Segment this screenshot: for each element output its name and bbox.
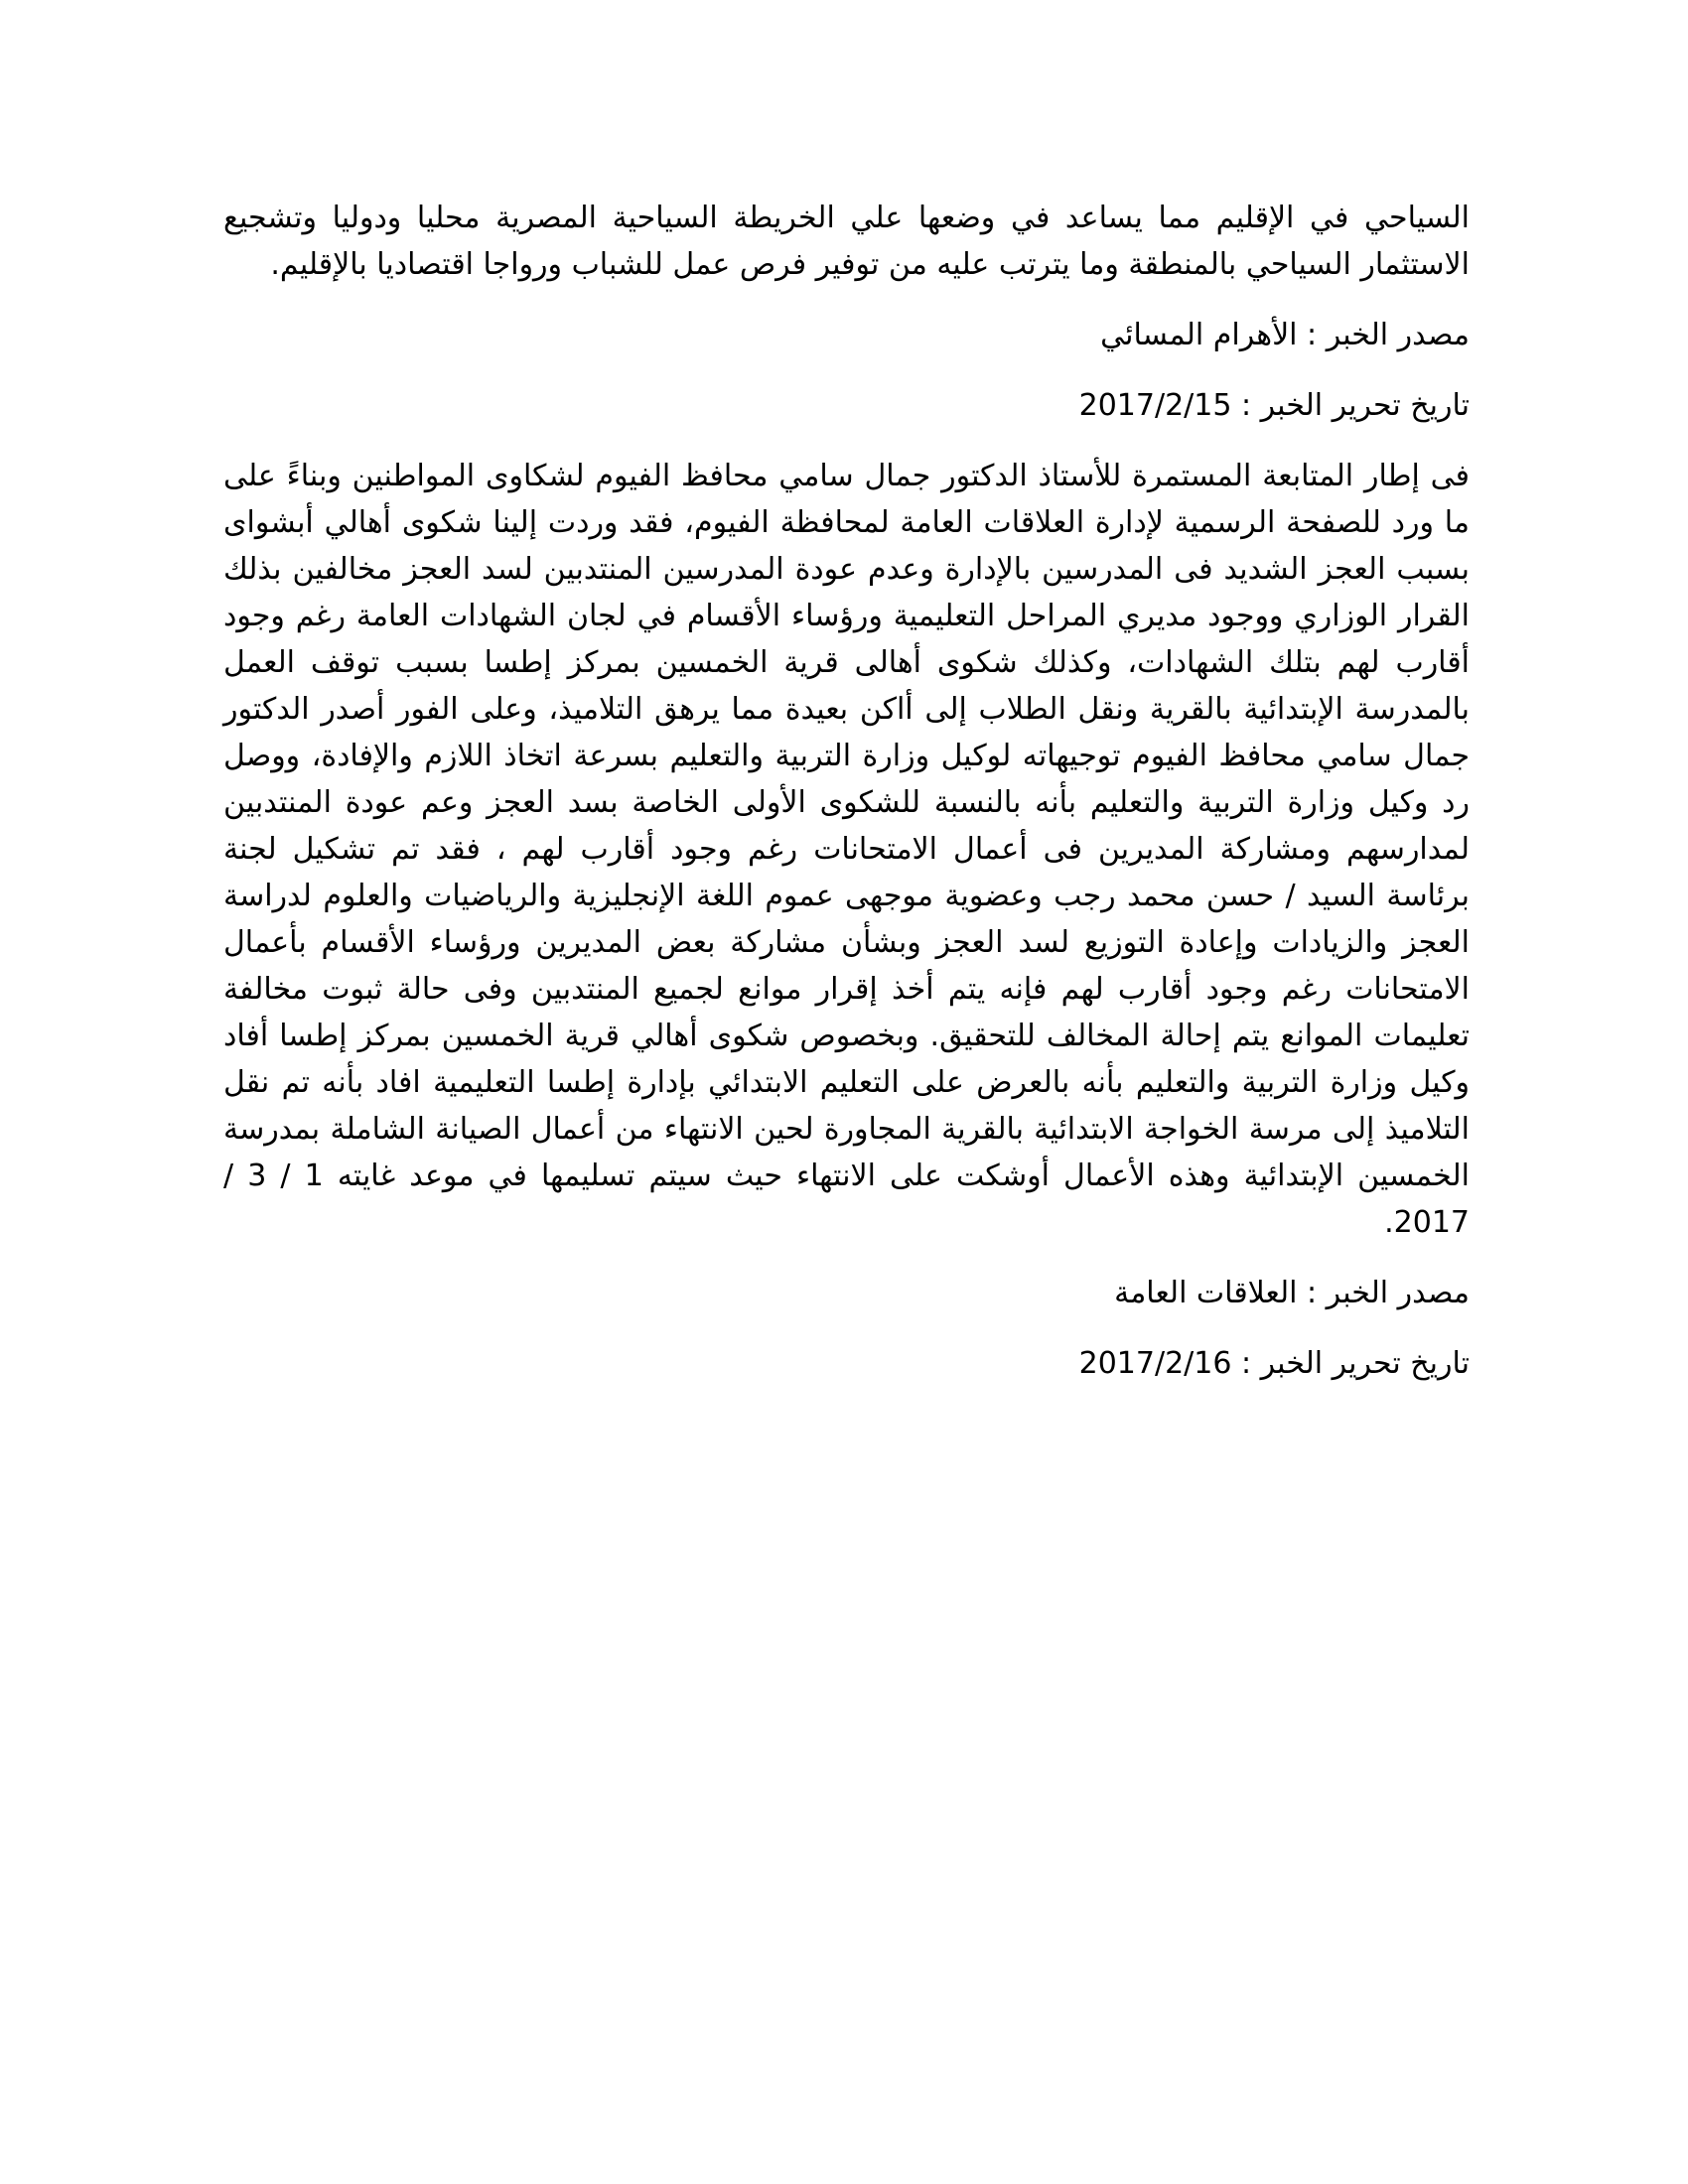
- news-date-2: تاريخ تحرير الخبر : 2017/2/16: [1078, 1346, 1470, 1381]
- news-date-1: تاريخ تحرير الخبر : 2017/2/15: [1078, 388, 1470, 423]
- spacer: [223, 288, 1470, 312]
- news-source-2: مصدر الخبر : العلاقات العامة: [1114, 1276, 1470, 1310]
- spacer: [223, 429, 1470, 453]
- news-source-1: مصدر الخبر : الأهرام المسائي: [1100, 318, 1470, 352]
- spacer: [223, 1246, 1470, 1270]
- intro-paragraph: السياحي في الإقليم مما يساعد في وضعها علي الخريطة السياحية المصرية محليا ودوليا وتشجيع الاستثمار السياحي بالمنطقة وما يترتب عليه من توفير فرص عمل للشباب ورواجا اقتصاديا بالإقليم.: [223, 201, 1470, 282]
- document-body: [223, 195, 1470, 1387]
- main-paragraph: فى إطار المتابعة المستمرة للأستاذ الدكتور جمال سامي محافظ الفيوم لشكاوى المواطنين وبناءً على ما ورد للصفحة الرسمية لإدارة العلاقات العامة لمحافظة الفيوم، فقد وردت إلينا شكوى أهالي أبشواى بسبب العجز الشديد فى المدرسين بالإدارة وعدم عودة المدرسين المنتدبين لسد العجز مخالفين بذلك القرار الوزاري ووجود مديري المراحل التعليمية ورؤساء الأقسام في لجان الشهادات العامة رغم وجود أقارب لهم بتلك الشهادات، وكذلك شكوى أهالى قرية الخمسين بمركز إطسا بسبب توقف العمل بالمدرسة الإبتدائية بالقرية ونقل الطلاب إلى أاكن بعيدة مما يرهق التلاميذ، وعلى الفور أصدر الدكتور جمال سامي محافظ الفيوم توجيهاته لوكيل وزارة التربية والتعليم بسرعة اتخاذ اللازم والإفادة، ووصل رد وكيل وزارة التربية والتعليم بأنه بالنسبة للشكوى الأولى الخاصة بسد العجز وعم عودة المنتدبين لمدارسهم ومشاركة المديرين فى أعمال الامتحانات رغم وجود أقارب لهم ، فقد تم تشكيل لجنة برئاسة السيد / حسن محمد رجب وعضوية موجهى عموم اللغة الإنجليزية والرياضيات والعلوم لدراسة العجز والزيادات وإعادة التوزيع لسد العجز وبشأن مشاركة بعض المديرين ورؤساء الأقسام بأعمال الامتحانات رغم وجود أقارب لهم فإنه يتم أخذ إقرار موانع لجميع المنتدبين وفى حالة ثبوت مخالفة تعليمات الموانع يتم إحالة المخالف للتحقيق. وبخصوص شكوى أهالي قرية الخمسين بمركز إطسا أفاد وكيل وزارة التربية والتعليم بأنه بالعرض على التعليم الابتدائي بإدارة إطسا التعليمية افاد بأنه تم نقل التلاميذ إلى مرسة الخواجة الابتدائية بالقرية المجاورة لحين الانتهاء من أعمال الصيانة الشاملة بمدرسة الخمسين الإبتدائية وهذه الأعمال أوشكت على الانتهاء حيث سيتم تسليمها في موعد غايته 1 / 3 / 2017.: [223, 459, 1470, 1240]
- spacer: [223, 358, 1470, 382]
- spacer: [223, 1316, 1470, 1340]
